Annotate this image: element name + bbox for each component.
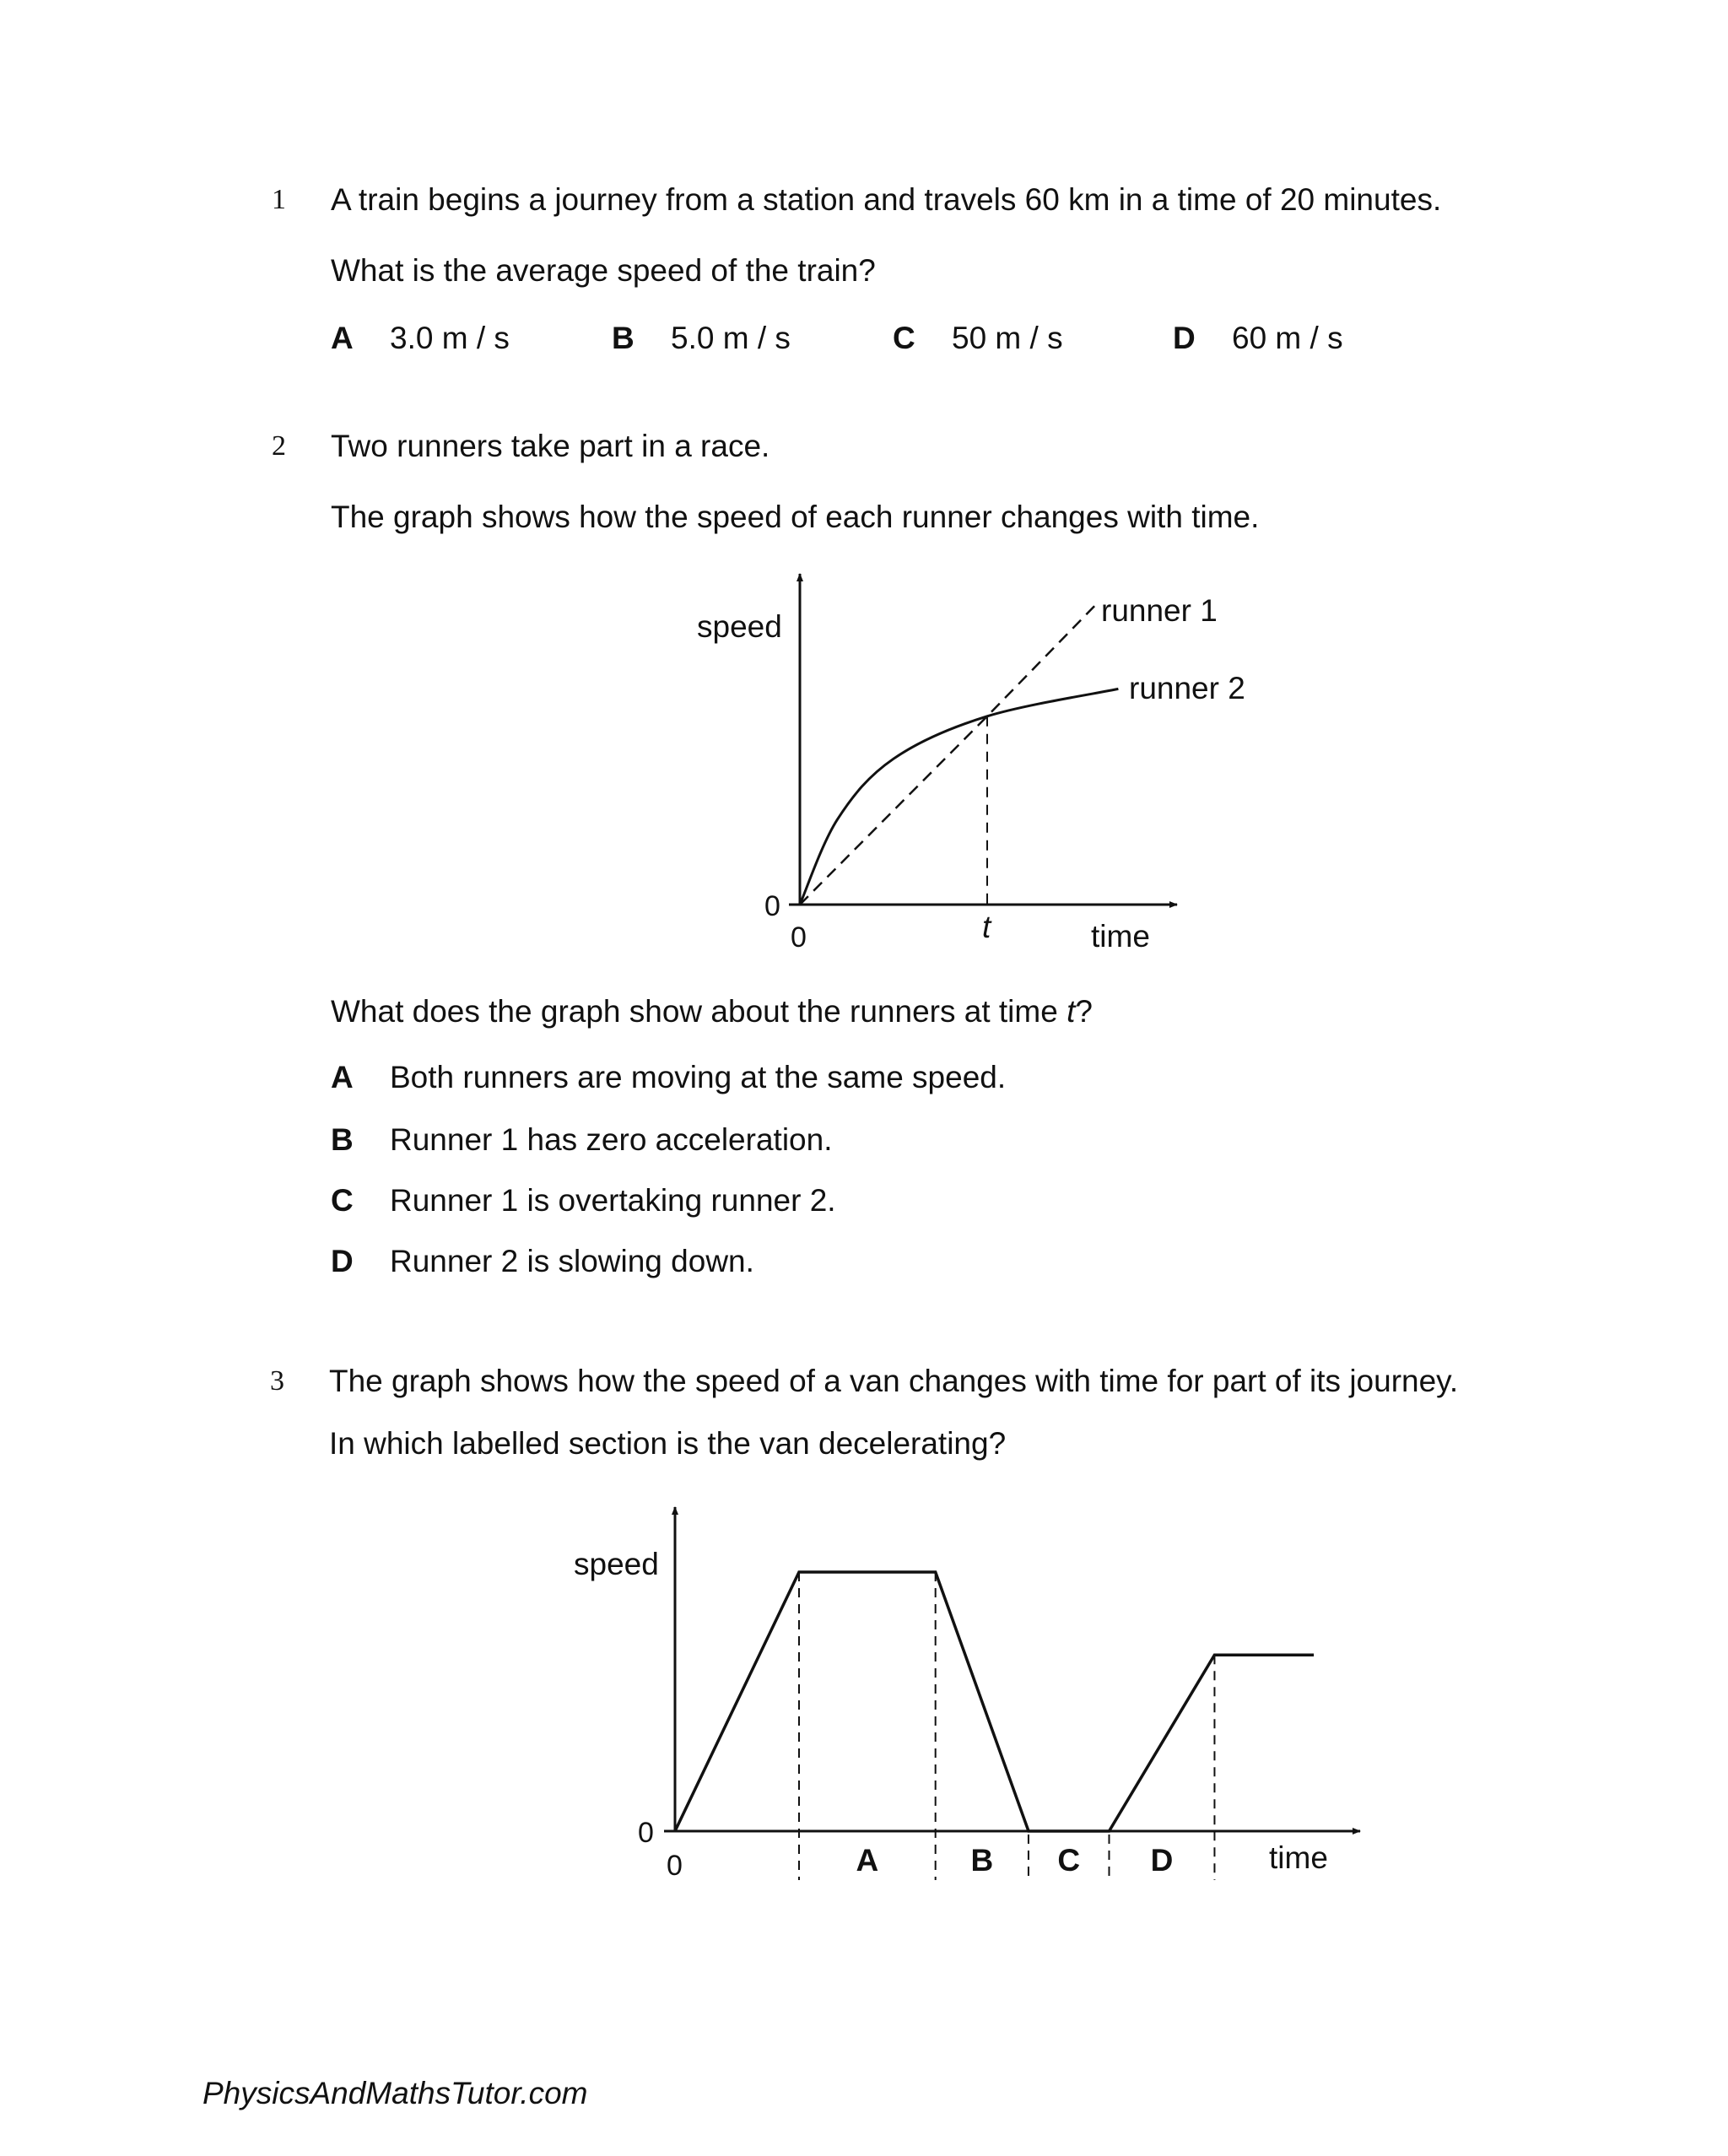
q1-option-d-text: 60 m / s xyxy=(1232,321,1343,355)
van-graph-y-origin: 0 xyxy=(638,1817,654,1849)
q2-option-d-letter: D xyxy=(331,1244,354,1278)
van-graph-x-label: time xyxy=(1269,1840,1328,1875)
q2-option-d-text: Runner 2 is slowing down. xyxy=(390,1244,754,1278)
q1-option-a-text: 3.0 m / s xyxy=(390,321,510,355)
q2-option-b-letter: B xyxy=(331,1122,354,1157)
q1-option-a-letter: A xyxy=(331,321,354,355)
van-section-label-b: B xyxy=(970,1843,994,1878)
q1-stem: A train begins a journey from a station and travels 60 km in a time of 20 minutes. xyxy=(331,182,1442,217)
runner-graph-x-origin: 0 xyxy=(791,921,807,954)
q1-option-c-letter: C xyxy=(893,321,915,355)
q2-question-variable: t xyxy=(1066,994,1076,1029)
q2-option-a-text: Both runners are moving at the same speed. xyxy=(390,1060,1007,1094)
runner-graph xyxy=(697,574,1245,954)
q2-question-suffix: ? xyxy=(1075,994,1093,1029)
runner-graph-y-label: speed xyxy=(697,609,782,644)
runner-graph-y-origin: 0 xyxy=(764,890,780,922)
q2-option-a-letter: A xyxy=(331,1060,354,1094)
q2-option-c-letter: C xyxy=(331,1183,354,1218)
runner-1-line xyxy=(800,601,1099,905)
q2-question-prefix: What does the graph show about the runners at time xyxy=(331,994,1067,1029)
van-graph-y-label: speed xyxy=(574,1547,659,1581)
q2-intro: The graph shows how the speed of each runner changes with time. xyxy=(331,500,1260,534)
q3-number: 3 xyxy=(270,1365,284,1397)
q1-number: 1 xyxy=(272,184,286,215)
q2-option-b-text: Runner 1 has zero acceleration. xyxy=(390,1122,833,1157)
q1-option-d-letter: D xyxy=(1173,321,1196,355)
q2-number: 2 xyxy=(272,430,286,462)
van-section-label-c: C xyxy=(1057,1843,1081,1878)
q1-option-c-text: 50 m / s xyxy=(952,321,1063,355)
q2-option-c-text: Runner 1 is overtaking runner 2. xyxy=(390,1183,836,1218)
van-section-label-a: A xyxy=(856,1843,879,1878)
runner-2-label: runner 2 xyxy=(1129,671,1245,705)
van-graph-x-origin: 0 xyxy=(667,1850,683,1882)
runner-graph-x-label: time xyxy=(1091,919,1150,954)
runner-1-label: runner 1 xyxy=(1101,593,1218,628)
footer-site-name: PhysicsAndMathsTutor.com xyxy=(202,2076,588,2110)
q3-question: In which labelled section is the van decelerating? xyxy=(329,1426,1007,1461)
q1-option-b-text: 5.0 m / s xyxy=(671,321,791,355)
van-section-labels xyxy=(856,1843,1173,1878)
van-section-dividers xyxy=(799,1572,1214,1880)
q3-stem: The graph shows how the speed of a van changes with time for part of its journey. xyxy=(329,1364,1459,1398)
q2-stem: Two runners take part in a race. xyxy=(331,429,770,463)
q1-question: What is the average speed of the train? xyxy=(331,253,876,288)
q1-option-b-letter: B xyxy=(612,321,634,355)
q2-question xyxy=(331,994,1093,1029)
van-graph xyxy=(574,1507,1360,1882)
runner-2-line xyxy=(800,689,1118,905)
van-section-label-d: D xyxy=(1150,1843,1174,1878)
van-speed-line xyxy=(675,1572,1314,1831)
time-t-label: t xyxy=(982,910,991,944)
